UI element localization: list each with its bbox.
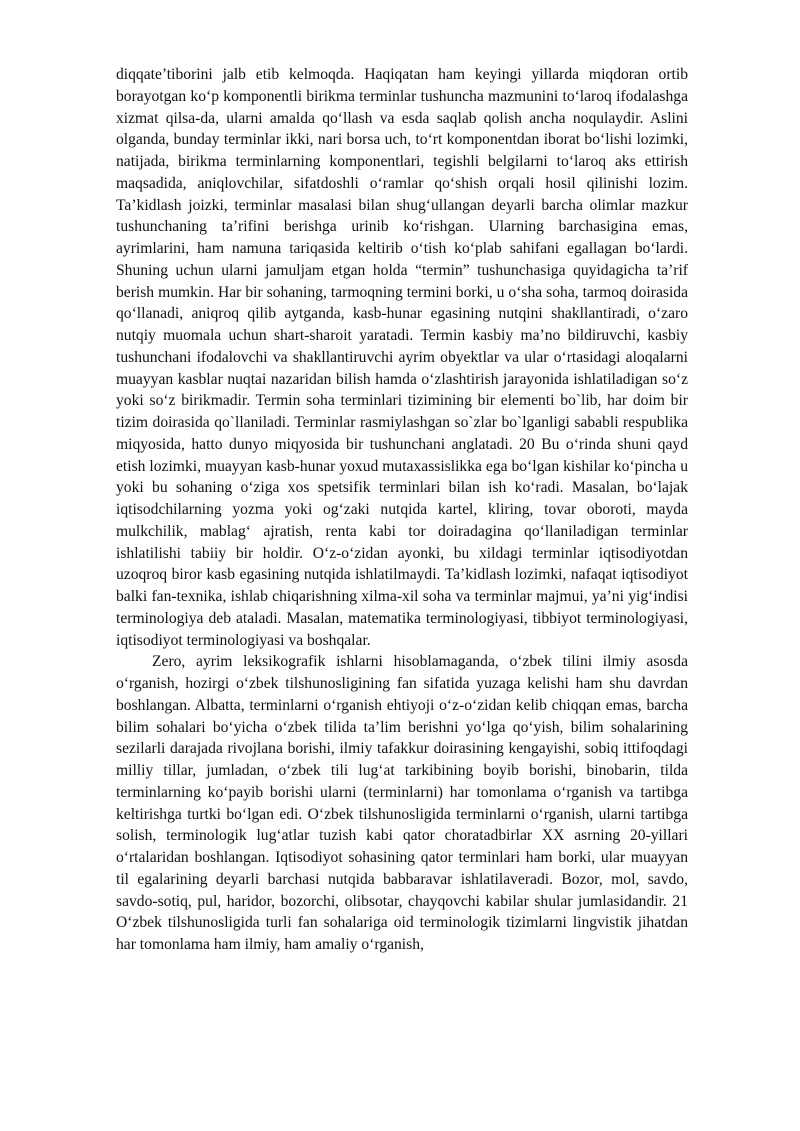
- document-page: [116, 64, 688, 956]
- paragraph-2: Zero, ayrim leksikografik ishlarni hisoblamaganda, o‘zbek tilini ilmiy asosda o‘rganish, hozirgi o‘zbek tilshunosligining fan sifatida yuzaga kelishi ham shu davrdan boshlangan. Albatta, terminlarni o‘rganish ehtiyoji o‘z-o‘zidan kelib chiqqan emas, barcha bilim sohalari bo‘yicha o‘zbek tilida ta’lim berishni yo‘lga qo‘yish, bilim sohalarining sezilarli darajada rivojlana borishi, ilmiy tafakkur doirasining kengayishi, sobiq ittifoqdagi milliy tillar, jumladan, o‘zbek tili lug‘at tarkibining boyib borishi, binobarin, tilda terminlarning ko‘payib borishi ularni (terminlarni) har tomonlama o‘rganish va tartibga keltirishga turtki bo‘lgan edi. O‘zbek tilshunosligida terminlarni o‘rganish, ularni tartibga solish, terminologik lug‘atlar tuzish kabi qator choratadbirlar XX asrning 20-yillari o‘rtalaridan boshlangan. Iqtisodiyot sohasining qator terminlari ham borki, ular muayyan til egalarining deyarli barchasi nutqida babbaravar ishlatilaveradi. Bozor, mol, savdo, savdo-sotiq, pul, haridor, bozorchi, olibsotar, chayqovchi kabilar shular jumlasidandir. 21 O‘zbek tilshunosligida turli fan sohalariga oid terminologik tizimlarni lingvistik jihatdan har tomonlama ham ilmiy, ham amaliy o‘rganish,: [116, 653, 688, 953]
- paragraph-1: diqqate’tiborini jalb etib kelmoqda. Haqiqatan ham keyingi yillarda miqdoran ortib borayotgan ko‘p komponentli birikma terminlar tushuncha mazmunini to‘laroq ifodalashga xizmat qilsa-da, ularni amalda qo‘llash va esda saqlab qolish ancha noqulaydir. Aslini olganda, bunday terminlar ikki, nari borsa uch, to‘rt komponentdan iborat bo‘lishi lozimki, natijada, birikma terminlarning komponentlari, tegishli belgilarni to‘laroq aks ettirish maqsadida, aniqlovchilar, sifatdoshli o‘ramlar qo‘shish orqali hosil qilinishi lozim. Ta’kidlash joizki, terminlar masalasi bilan shug‘ullangan deyarli barcha olimlar mazkur tushunchaning ta’rifini berishga urinib ko‘rishgan. Ularning barchasigina emas, ayrimlarini, ham namuna tariqasida keltirib o‘tish ko‘plab sahifani egallagan bo‘lardi. Shuning uchun ularni jamuljam etgan holda “termin” tushunchasiga quyidagicha ta’rif berish mumkin. Har bir sohaning, tarmoqning termini borki, u o‘sha soha, tarmoq doirasida qo‘llanadi, aniqroq qilib aytganda, kasb-hunar egasining nutqini shakllantiradi, o‘zaro nutqiy muomala uchun shart-sharoit yaratadi. Termin kasbiy ma’no bildiruvchi, kasbiy tushunchani ifodalovchi va shakllantiruvchi ayrim obyektlar va ular o‘rtasidagi aloqalarni muayyan kasblar nuqtai nazaridan bilish hamda o‘zlashtirish jarayonida ishlatiladigan so‘z yoki so‘z birikmadir. Termin soha terminlari tizimining bir elementi bo`lib, har doim bir tizim doirasida qo`llaniladi. Terminlar rasmiylashgan so`zlar bo`lganligi sababli respublika miqyosida, hatto dunyo miqyosida bir tushunchani anglatadi. 20 Bu o‘rinda shuni qayd etish lozimki, muayyan kasb-hunar yoxud mutaxassislikka ega bo‘lgan kishilar ko‘pincha u yoki bu sohaning o‘ziga xos spetsifik terminlari bilan ish ko‘radi. Masalan, bo‘lajak iqtisodchilarning yozma yoki og‘zaki nutqida kartel, kliring, tovar oboroti, mayda mulkchilik, mablag‘ ajratish, renta kabi tor doiradagina qo‘llaniladigan terminlar ishlatilishi tabiiy bir holdir. O‘z-o‘zidan ayonki, bu xildagi terminlar iqtisodiyotdan uzoqroq biror kasb egasining nutqida ishlatilmaydi. Ta’kidlash lozimki, nafaqat iqtisodiyot balki fan-texnika, ishlab chiqarishning xilma-xil soha va terminlar majmui, ya’ni yig‘indisi terminologiya deb ataladi. Masalan, matematika terminologiyasi, tibbiyot terminologiyasi, iqtisodiyot terminologiyasi va boshqalar.: [116, 66, 688, 649]
